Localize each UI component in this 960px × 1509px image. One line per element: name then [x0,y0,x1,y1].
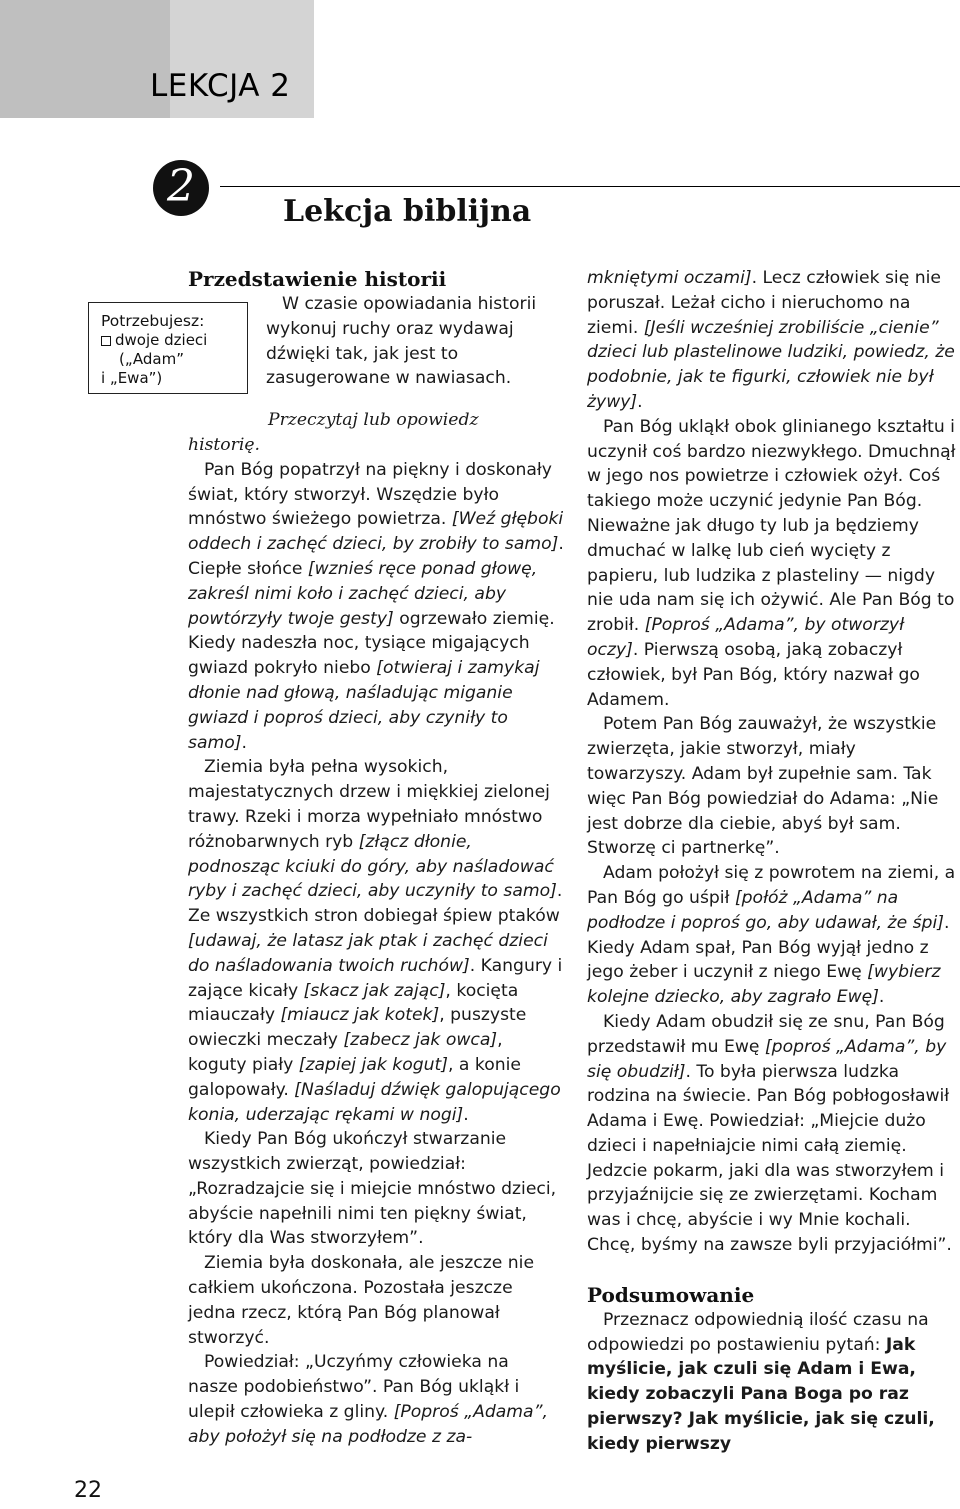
stage-direction: [Weź głęboki oddech i zachęć dzieci, by zrobiły to samo] [188,509,564,555]
story-text: Powiedział: „Uczyńmy człowieka na nasze podobieństwo”. Pan Bóg ukląkł i ulepił człowieka z gliny. [188,1352,520,1423]
stage-direction: [skacz jak zając] [303,980,446,1001]
story-text: . [878,987,885,1008]
stage-direction: [otwieraj i zamykaj dłonie nad głową, naśladując miganie gwiazd i poproś dzieci, aby czyniły to samo] [188,658,540,753]
summary-heading: Podsumowanie [587,1282,755,1307]
stage-direction: [wybierz kolejne dziecko, aby zagrało Ewę] [587,962,941,1008]
story-text: Ziemia była pełna wysokich, majestatycznych drzew i miękkiej zielonej trawy. Rzeki i morza wypełniało mnóstwo różnobarwnych ryb [188,757,550,852]
story-text: , puszyste owieczki meczały [188,1005,527,1051]
story-paragraph [587,415,959,713]
story-subheading: Przedstawienie historii [188,267,447,291]
stage-direction: [połóż „Adama” na podłodze i poproś go, aby udawał, że śpi] [587,887,944,933]
summary-text: Przeznacz odpowiednią ilość czasu na odpowiedzi po postawieniu pytań: [587,1309,929,1355]
right-column [587,266,959,1457]
story-text: Kiedy Adam obudził się ze snu, Pan Bóg przedstawił mu Ewę [587,1011,945,1057]
story-text: . [637,391,643,412]
materials-item-text: dwoje dzieci [115,331,208,349]
story-paragraph: Ziemia była doskonała, ale jeszcze nie całkiem ukończona. Pozostała jeszcze jedna rzecz, którą Pan Bóg planował stworzyć. [188,1253,535,1348]
story-text: , a konie galopowały. [188,1054,522,1100]
stage-direction: [Jeśli wcześniej zrobiliście „cienie” dzieci lub plastelinowe ludziki, powiedz, że podobnie, jak te figurki, człowiek nie był żywy] [587,317,955,412]
story-text: , koguty piały [188,1030,503,1075]
stage-direction: [zapiej jak kogut] [298,1054,448,1075]
page-number: 22 [74,1478,102,1503]
story-text: . Kiedy Adam spał, Pan Bóg wyjął jedno z jego żeber i uczynił z niego Ewę [587,912,950,983]
materials-item-note: i „Ewa”) [101,369,163,387]
story-paragraph [188,755,564,1127]
section-rule [220,186,960,187]
intro-paragraph: W czasie opowiadania historii wykonuj ruchy oraz wydawaj dźwięki tak, jak jest to zasugerowane w nawiasach. [266,294,537,389]
story-text: ogrzewało ziemię. Kiedy nadeszła noc, tysiące migających gwiazd pokryło niebo [188,608,555,679]
materials-item-note: („Adam” [119,350,184,368]
story-paragraph: Kiedy Pan Bóg ukończył stwarzanie wszystkich zwierząt, powiedział: „Rozradzajcie się i miejcie mnóstwo dzieci, abyście napełnili nimi ten piękny świat, który dla Was stworzyłem”. [188,1129,557,1249]
reading-cue [188,408,564,458]
story-text: . Ze wszystkich stron dobiegał śpiew ptaków [188,881,563,927]
story-text: . Lecz człowiek się nie poruszał. Leżał cicho i nieruchomo na ziemi. [587,268,941,338]
story-text: . To była pierwsza ludzka rodzina na świecie. Pan Bóg pobłogosławił Adama i Ewę. Powiedział: „Miejcie dużo dzieci i napełniajcie nimi całą ziemię. Jedzcie pokarm, jaki dla was stworzyłem i przyjaźnijcie się ze zwierzętami. Kocham was i chcę, abyście i wy Mnie kochali. Chcę, byśmy na zawsze byli przyjaciółmi”. [587,1061,952,1256]
story-paragraph [587,266,959,415]
story-paragraph [188,458,564,756]
stage-direction: [miaucz jak kotek] [280,1005,440,1026]
left-column [188,266,564,1450]
stage-direction: [poproś „Adama”, by się obudził] [587,1036,947,1082]
stage-direction: [Poproś „Adama”, aby położył się na podłodze z za- [188,1402,548,1447]
reading-cue-line2: historię. [188,434,260,455]
stage-direction: [zabecz jak owca] [343,1030,498,1051]
story-paragraph [188,1350,564,1449]
story-text: . Ciepłe słońce [188,534,564,579]
summary-paragraph [587,1308,959,1457]
story-text: Pan Bóg ukląkł obok glinianego kształtu i uczynił coś bardzo niezwykłego. Dmuchnął w jego nos powietrze i człowiek ożył. Coś takiego może uczynić jedynie Pan Bóg. Nieważne jak długo ty lub ja będziemy dmuchać w lalkę lub cień wycięty z papieru, lub ludzika z plasteliny — nigdy nie uda nam się ich ożywić. Ale Pan Bóg to zrobił. [587,416,956,636]
section-number-badge: 2 [153,160,209,216]
story-paragraph [587,1010,959,1258]
materials-heading: Potrzebujesz: [101,312,205,330]
story-text: . Pierwszą osobą, jaką zobaczył człowiek, był Pan Bóg, który nazwał go Adamem. [587,639,920,710]
stage-direction: [Poproś „Adama”, by otworzył oczy] [587,615,905,660]
stage-direction: [wznieś ręce ponad głowę, zakreśl nimi koło i zachęć dzieci, aby powtórzyły twoje gesty] [188,558,538,629]
story-text: Adam położył się z powrotem na ziemi, a Pan Bóg go uśpił [587,863,956,908]
story-paragraph: Potem Pan Bóg zauważył, że wszystkie zwierzęta, jakie stworzył, miały towarzyszy. Adam był zupełnie sam. Tak więc Pan Bóg powiedział do Adama: „Nie jest dobrze dla ciebie, abyś był sam. Stworzę ci partnerkę”. [587,714,939,859]
checkbox-icon [101,336,111,346]
reading-cue-line1: Przeczytaj lub opowiedz [268,410,479,431]
discussion-questions: Jak myślicie, jak czuli się Adam i Ewa, kiedy zobaczyli Pana Boga po raz pierwszy? Jak myślicie, jak się czuli, kiedy pierwszy [587,1334,935,1454]
story-text: . [241,732,247,753]
header-band [0,0,170,118]
stage-direction: [Naśladuj dźwięk galopującego konia, uderzając rękami w nogi] [188,1079,561,1125]
story-text: . Kangury i zające kicały [188,955,563,1001]
story-text: . [463,1104,469,1125]
story-paragraph [587,861,959,1010]
section-title: Lekcja biblijna [283,194,532,229]
story-text: Pan Bóg popatrzył na piękny i doskonały świat, który stworzył. Wszędzie było mnóstwo świeżego powietrza. [188,459,552,530]
stage-direction: [złącz dłonie, podnosząc kciuki do góry, aby naśladować ryby i zachęć dzieci, aby uczyniły to samo] [188,831,557,902]
stage-direction: mkniętymi oczami] [587,268,752,288]
story-text: , kocięta miauczały [188,980,519,1026]
lesson-label: LEKCJA 2 [150,68,291,104]
stage-direction: [udawaj, że latasz jak ptak i zachęć dzieci do naśladowania twoich ruchów] [188,930,548,976]
